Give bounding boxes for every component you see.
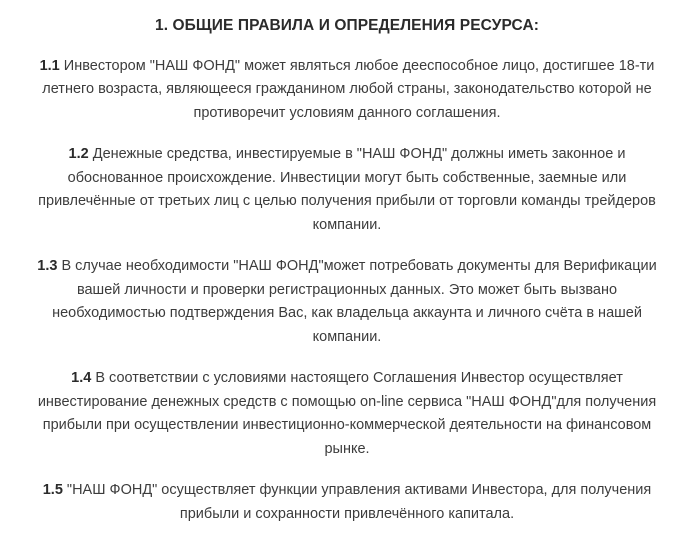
clause-text: Денежные средства, инвестируемые в "НАШ ФОНД" должны иметь законное и обоснованное происхождение. Инвестиции могут быть собственные, заемные или привлечённые от третьих лиц с целью получения прибыли от торговли команды трейдеров компании. (38, 146, 656, 233)
clause-paragraph (16, 367, 678, 461)
clause-paragraph (16, 479, 678, 526)
clause-paragraph (16, 143, 678, 237)
clause-number: 1.2 (68, 146, 89, 163)
clause-paragraph (16, 55, 678, 125)
clause-text: Инвестором "НАШ ФОНД" может являться любое дееспособное лицо, достигшее 18-ти летнего возраста, являющееся гражданином любой страны, законодательство которой не противоречит условиям данного соглашения. (42, 57, 655, 121)
clause-number: 1.4 (71, 370, 92, 387)
page-title: 1. ОБЩИЕ ПРАВИЛА И ОПРЕДЕЛЕНИЯ РЕСУРСА: (154, 17, 540, 34)
clause-text: В случае необходимости "НАШ ФОНД"может потребовать документы для Верификации вашей личности и проверки регистрационных данных. Это может быть вызвано необходимостью подтверждения Вас, как владельца аккаунта и личного счёта в нашей компании. (52, 258, 657, 345)
clause-paragraph (16, 255, 678, 349)
clause-number: 1.1 (39, 57, 60, 74)
clause-number: 1.3 (37, 258, 58, 275)
clause-text: "НАШ ФОНД" осуществляет функции управления активами Инвестора, для получения прибыли и сохранности привлечённого капитала. (62, 482, 652, 522)
clause-number: 1.5 (42, 482, 63, 499)
clause-text: В соответствии с условиями настоящего Соглашения Инвестор осуществляет инвестирование денежных средств с помощью on-line сервиса "НАШ ФОНД"для получения прибыли при осуществлении инвестиционно-коммерческой деятельности на финансовом рынке. (37, 370, 657, 457)
